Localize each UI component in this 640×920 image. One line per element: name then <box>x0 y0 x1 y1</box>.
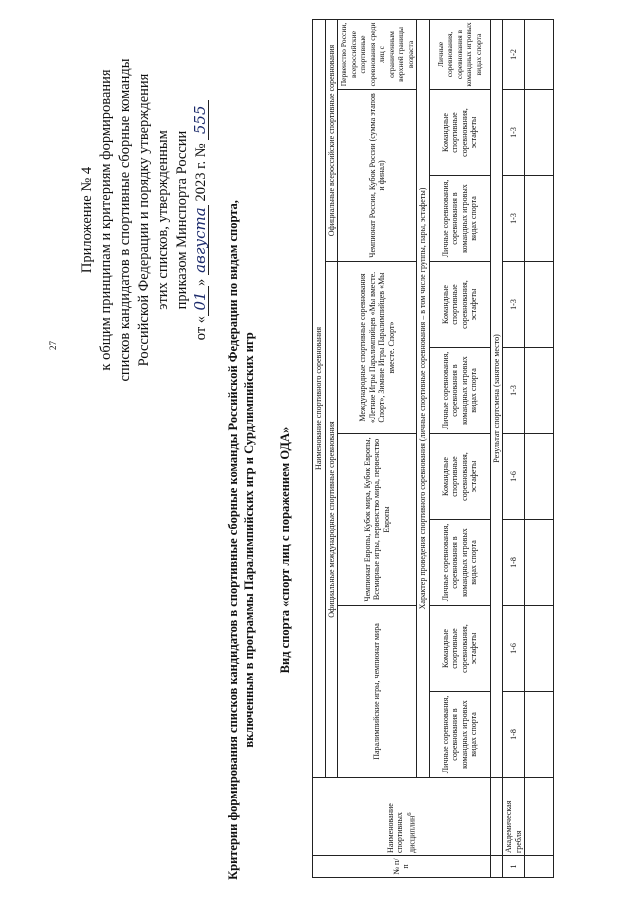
date-day: 01 <box>192 286 209 316</box>
date-prefix: от « <box>193 315 209 341</box>
appendix-line-6: приказом Минспорта России <box>174 130 190 310</box>
row-number: 1 <box>503 856 525 878</box>
header-national: Официальные всероссийские спортивные соревнования <box>325 19 338 261</box>
table-row <box>503 19 525 877</box>
row-value: 1-3 <box>503 90 525 176</box>
date-month: августа <box>192 205 209 275</box>
empty-cell <box>525 348 554 434</box>
character-personal-5: Личные соревнования, соревнования в командных игровых видах спорта <box>429 19 490 89</box>
header-number: № п/п <box>313 856 491 878</box>
result-discipline-spacer <box>490 778 503 856</box>
empty-cell <box>525 176 554 262</box>
competition-european: Чемпионат Европы, Кубок мира, Кубок Европы, Всемирные игры, первенство мира, первенство Европы <box>338 434 417 606</box>
header-international: Официальные международные спортивные соревнования <box>325 262 338 778</box>
appendix-line-5: этих списков, утвержденным <box>155 130 171 310</box>
empty-cell <box>525 692 554 778</box>
character-personal-3: Личные соревнования, соревнования в командных игровых видах спорта <box>429 348 490 434</box>
row-discipline: Академическая гребля <box>503 778 525 856</box>
appendix-date-line <box>192 40 211 400</box>
date-mid: » <box>193 278 209 286</box>
character-personal-2: Личные соревнования, соревнования в командных игровых видах спорта <box>429 520 490 606</box>
empty-cell <box>525 778 554 856</box>
header-competitions: Наименование спортивного соревнования <box>313 19 326 777</box>
appendix-line-3: списков кандидатов в спортивные сборные команды <box>117 58 133 382</box>
header-result: Результат спортсмена (занятое место) <box>490 19 503 777</box>
empty-cell <box>525 856 554 878</box>
competition-paralympic: Паралимпийские игры, чемпионат мира <box>338 606 417 778</box>
competition-russian-youth: Первенство России, всероссийские спортивные соревнования среди лиц с ограниченным верхней границы возраста <box>338 19 417 89</box>
appendix-line-4: Российской Федерации и порядку утверждения <box>136 73 152 367</box>
row-value: 1-2 <box>503 19 525 89</box>
appendix-line-2: к общим принципам и критериям формирования <box>98 69 114 371</box>
rotated-content <box>20 20 620 900</box>
character-team-1: Командные спортивные соревнования, эстафеты <box>429 606 490 692</box>
empty-cell <box>525 19 554 89</box>
empty-cell <box>525 520 554 606</box>
character-team-3: Командные спортивные соревнования, эстафеты <box>429 262 490 348</box>
empty-cell <box>525 262 554 348</box>
order-number: 555 <box>192 100 209 140</box>
row-value: 1-3 <box>503 176 525 262</box>
empty-cell <box>525 90 554 176</box>
character-team-2: Командные спортивные соревнования, эстафеты <box>429 434 490 520</box>
date-year: 2023 г. № <box>193 143 209 202</box>
competition-together-games: Международные спортивные соревнования «Летние Игры Паралимпийцев «Мы вместе. Спорт», Зимние Игры Паралимпийцев «Мы вместе. Спорт» <box>338 262 417 434</box>
row-value: 1-6 <box>503 434 525 520</box>
row-value: 1-8 <box>503 692 525 778</box>
character-personal-4: Личные соревнования, соревнования в командных игровых видах спорта <box>429 176 490 262</box>
header-discipline-footnote: 6 <box>405 812 413 816</box>
empty-cell <box>525 434 554 520</box>
row-value: 1-6 <box>503 606 525 692</box>
criteria-table <box>312 19 554 878</box>
header-character: Характер проведения спортивного соревнования (личные спортивные соревнования – в том числе группы, пары, эстафеты) <box>417 19 430 777</box>
competition-russian-championship: Чемпионат России, Кубок России (сумма этапов и финал) <box>338 90 417 262</box>
result-number-spacer <box>490 856 503 878</box>
character-personal-1: Личные соревнования, соревнования в командных игровых видах спорта <box>429 692 490 778</box>
header-discipline-text: Наименование спортивных дисциплин <box>385 803 417 853</box>
row-value: 1-3 <box>503 348 525 434</box>
appendix-block <box>78 40 211 400</box>
header-discipline <box>313 778 491 856</box>
empty-cell <box>525 606 554 692</box>
document-title: Критерии формирования списков кандидатов в спортивные сборные команды Российской Федерации по видам спорта, включенным в программы Паралимпийских игр и Сурдлимпийских игр <box>226 200 256 880</box>
page-number: 27 <box>48 341 58 350</box>
row-value: 1-3 <box>503 262 525 348</box>
sport-heading: Вид спорта «спорт лиц с поражением ОДА» <box>278 426 292 674</box>
appendix-line-1: Приложение № 4 <box>79 166 95 274</box>
character-team-4: Командные спортивные соревнования, эстафеты <box>429 90 490 176</box>
row-value: 1-8 <box>503 520 525 606</box>
